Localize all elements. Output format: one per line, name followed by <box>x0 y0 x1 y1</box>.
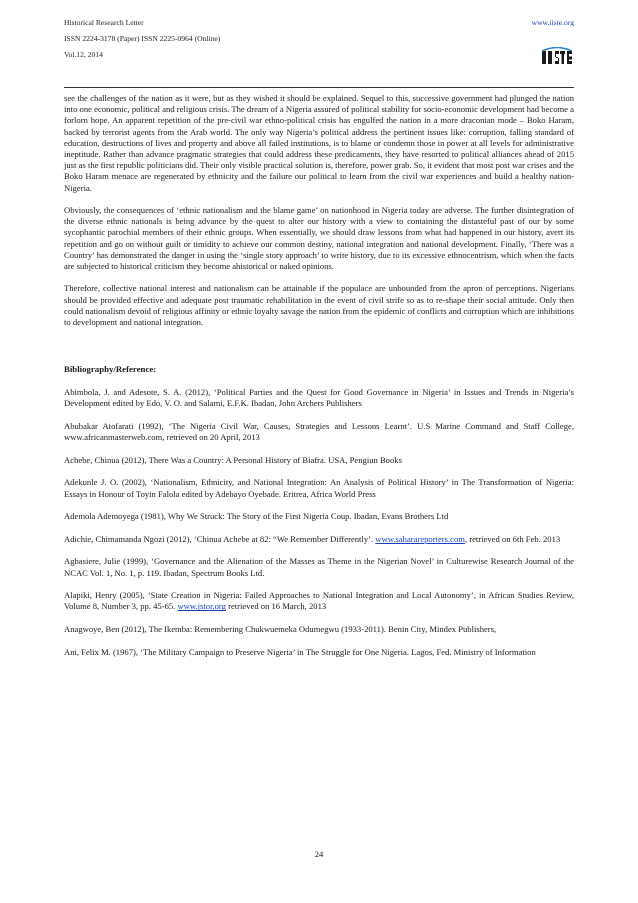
reference-text: Alapiki, Henry (2005), ‘State Creation in Nigeria: Failed Approaches to National Integration and Local Autonomy’, in African Studies Review, Volume 8, Number 3, pp. 45-65. <box>64 590 574 612</box>
reference-link[interactable]: www.saharareporters.com <box>375 533 465 544</box>
reference-text: retrieved on 16 March, 2013 <box>225 601 327 612</box>
reference-entry <box>64 590 574 612</box>
reference-entry: Abimbola, J. and Adesote, S. A. (2012), ‘Political Parties and the Quest for Good Governance in Nigeria’ in Issues and Trends in Nigeria’s Development edited by Edo, V. O. and Salami, E.F.K. Ibadan, John Archers Publishers <box>64 387 574 409</box>
body-paragraph: Therefore, collective national interest and nationalism can be attainable if the populace are unbounded from the apron of perceptions. Nigerians should be provided effective and adequate post traumatic rehabilitation in the event of civil strife so as to re-shape their social attitude. Only then could nationalism devoid of religious affinity or ethnic loyalty savage the nation from the epidemic of conflicts and corruption which are inhibitions to development and national integration. <box>64 283 574 328</box>
reference-entry: Adekunle J. O. (2002), ‘Nationalism, Ethnicity, and National Integration: An Analysis of Political History’ in The Transformation of Nigeria: Essays in Honour of Toyin Falola edited by Adebayo Oyebade. Eritrea, Africa World Press <box>64 477 574 499</box>
reference-entry: Achebe, Chinua (2012), There Was a Country: A Personal History of Biafra. USA, Pengiun Books <box>64 454 402 465</box>
issn-line: ISSN 2224-3178 (Paper) ISSN 2225-0964 (Online) <box>64 34 221 43</box>
reference-entry: Agbasiere, Julie (1999), ‘Governance and the Alienation of the Masses as Theme in the Nigerian Novel’ in Culturewise Research Journal of the NCAC Vol. 1, No. 1, p. 119. Ibadan, Spectrum Books Ltd. <box>64 556 574 578</box>
header-divider <box>64 87 574 88</box>
reference-entry: Abubakar Atofarati (1992), ‘The Nigeria Civil War, Causes, Strategies and Lessons Learnt’. U.S Marine Command and Staff College, www.africanmasterweb.com, retrieved on 20 April, 2013 <box>64 421 574 443</box>
reference-text: , retrieved on 6th Feb. 2013 <box>464 533 561 544</box>
body-paragraph: see the challenges of the nation as it were, but as they wished it should be explained. Sequel to this, successive government had plunged the nation into one economic, political and religious crisis. The dream of a Nigeria assured of political stability for socio-economic development had become a forlorn hope. An apparent repetition of the pre-civil war ethno-political crisis has engulfed the nation in a more draconian mode – Boko Haram, backed by terrorist agents from the Arab world. The only way Nigeria’s political address the pertinent issues like: corruption, falling standard of education, destructions of lives and property and above all failed institutions, is to blame or condemn those in power at all levels for administrative ineptitude. Rather than advance pragmatic strategies that could address these predicaments, they have resorted to political alliances ahead of 2015 just as the first republic politicians did. Their only visible practical solution is, therefore, power grab. So, it evident that most post war crises and the Boko Haram menace are regenerated by ethnicity and the failure our political to learn from the civil war experiences and build a healthy nation- Nigeria. <box>64 93 574 193</box>
journal-url-link[interactable]: www.iiste.org <box>531 18 574 27</box>
journal-title: Historical Research Letter <box>64 18 144 27</box>
reference-text: Adichie, Chimamanda Ngozi (2012), ‘Chinua Achebe at 82: “We Remember Differently’. <box>64 533 376 544</box>
bibliography-heading: Bibliography/Reference: <box>64 364 157 375</box>
page-header <box>64 18 574 80</box>
page-body <box>64 93 574 669</box>
volume-line: Vol.12, 2014 <box>64 50 103 59</box>
body-paragraph: Obviously, the consequences of ‘ethnic nationalism and the blame game’ on nationhood in Nigeria today are adverse. The further disintegration of the diverse ethnic nationals is being advance by the quest to alter our history with a view to containing the distasteful past of our by some sycophantic parochial members of their ethnic groups. When essentially, we should draw lessons from what had happened in our history, avert its repetition and go on without guilt or timidity to achieve our common destiny, national integration and national development. Finally, ‘There was a Country’ has demonstrated the danger in using the ‘single story approach’ to write history, due to its excessive ethnocentrism, which when the facts are subjected to historical criticism they become ahistorical or naked opinions. <box>64 205 574 272</box>
reference-entry: Anagwoye, Ben (2012), The Ikemba: Remembering Chukwuemeka Odumegwu (1933-2011). Benin City, Mindex Publishers, <box>64 624 497 634</box>
reference-link[interactable]: www.jstor.org <box>177 601 226 612</box>
iiste-logo <box>542 47 572 64</box>
reference-entry: Ademola Ademoyega (1981), Why We Struck: The Story of the First Nigeria Coup. Ibadan, Evans Brothers Ltd <box>64 511 449 522</box>
reference-entry: Ani, Felix M. (1967), ‘The Military Campaign to Preserve Nigeria’ in The Struggle for One Nigeria. Lagos, Fed. Ministry of Information <box>64 646 536 657</box>
reference-entry <box>64 534 574 545</box>
page-number: 24 <box>314 849 324 859</box>
